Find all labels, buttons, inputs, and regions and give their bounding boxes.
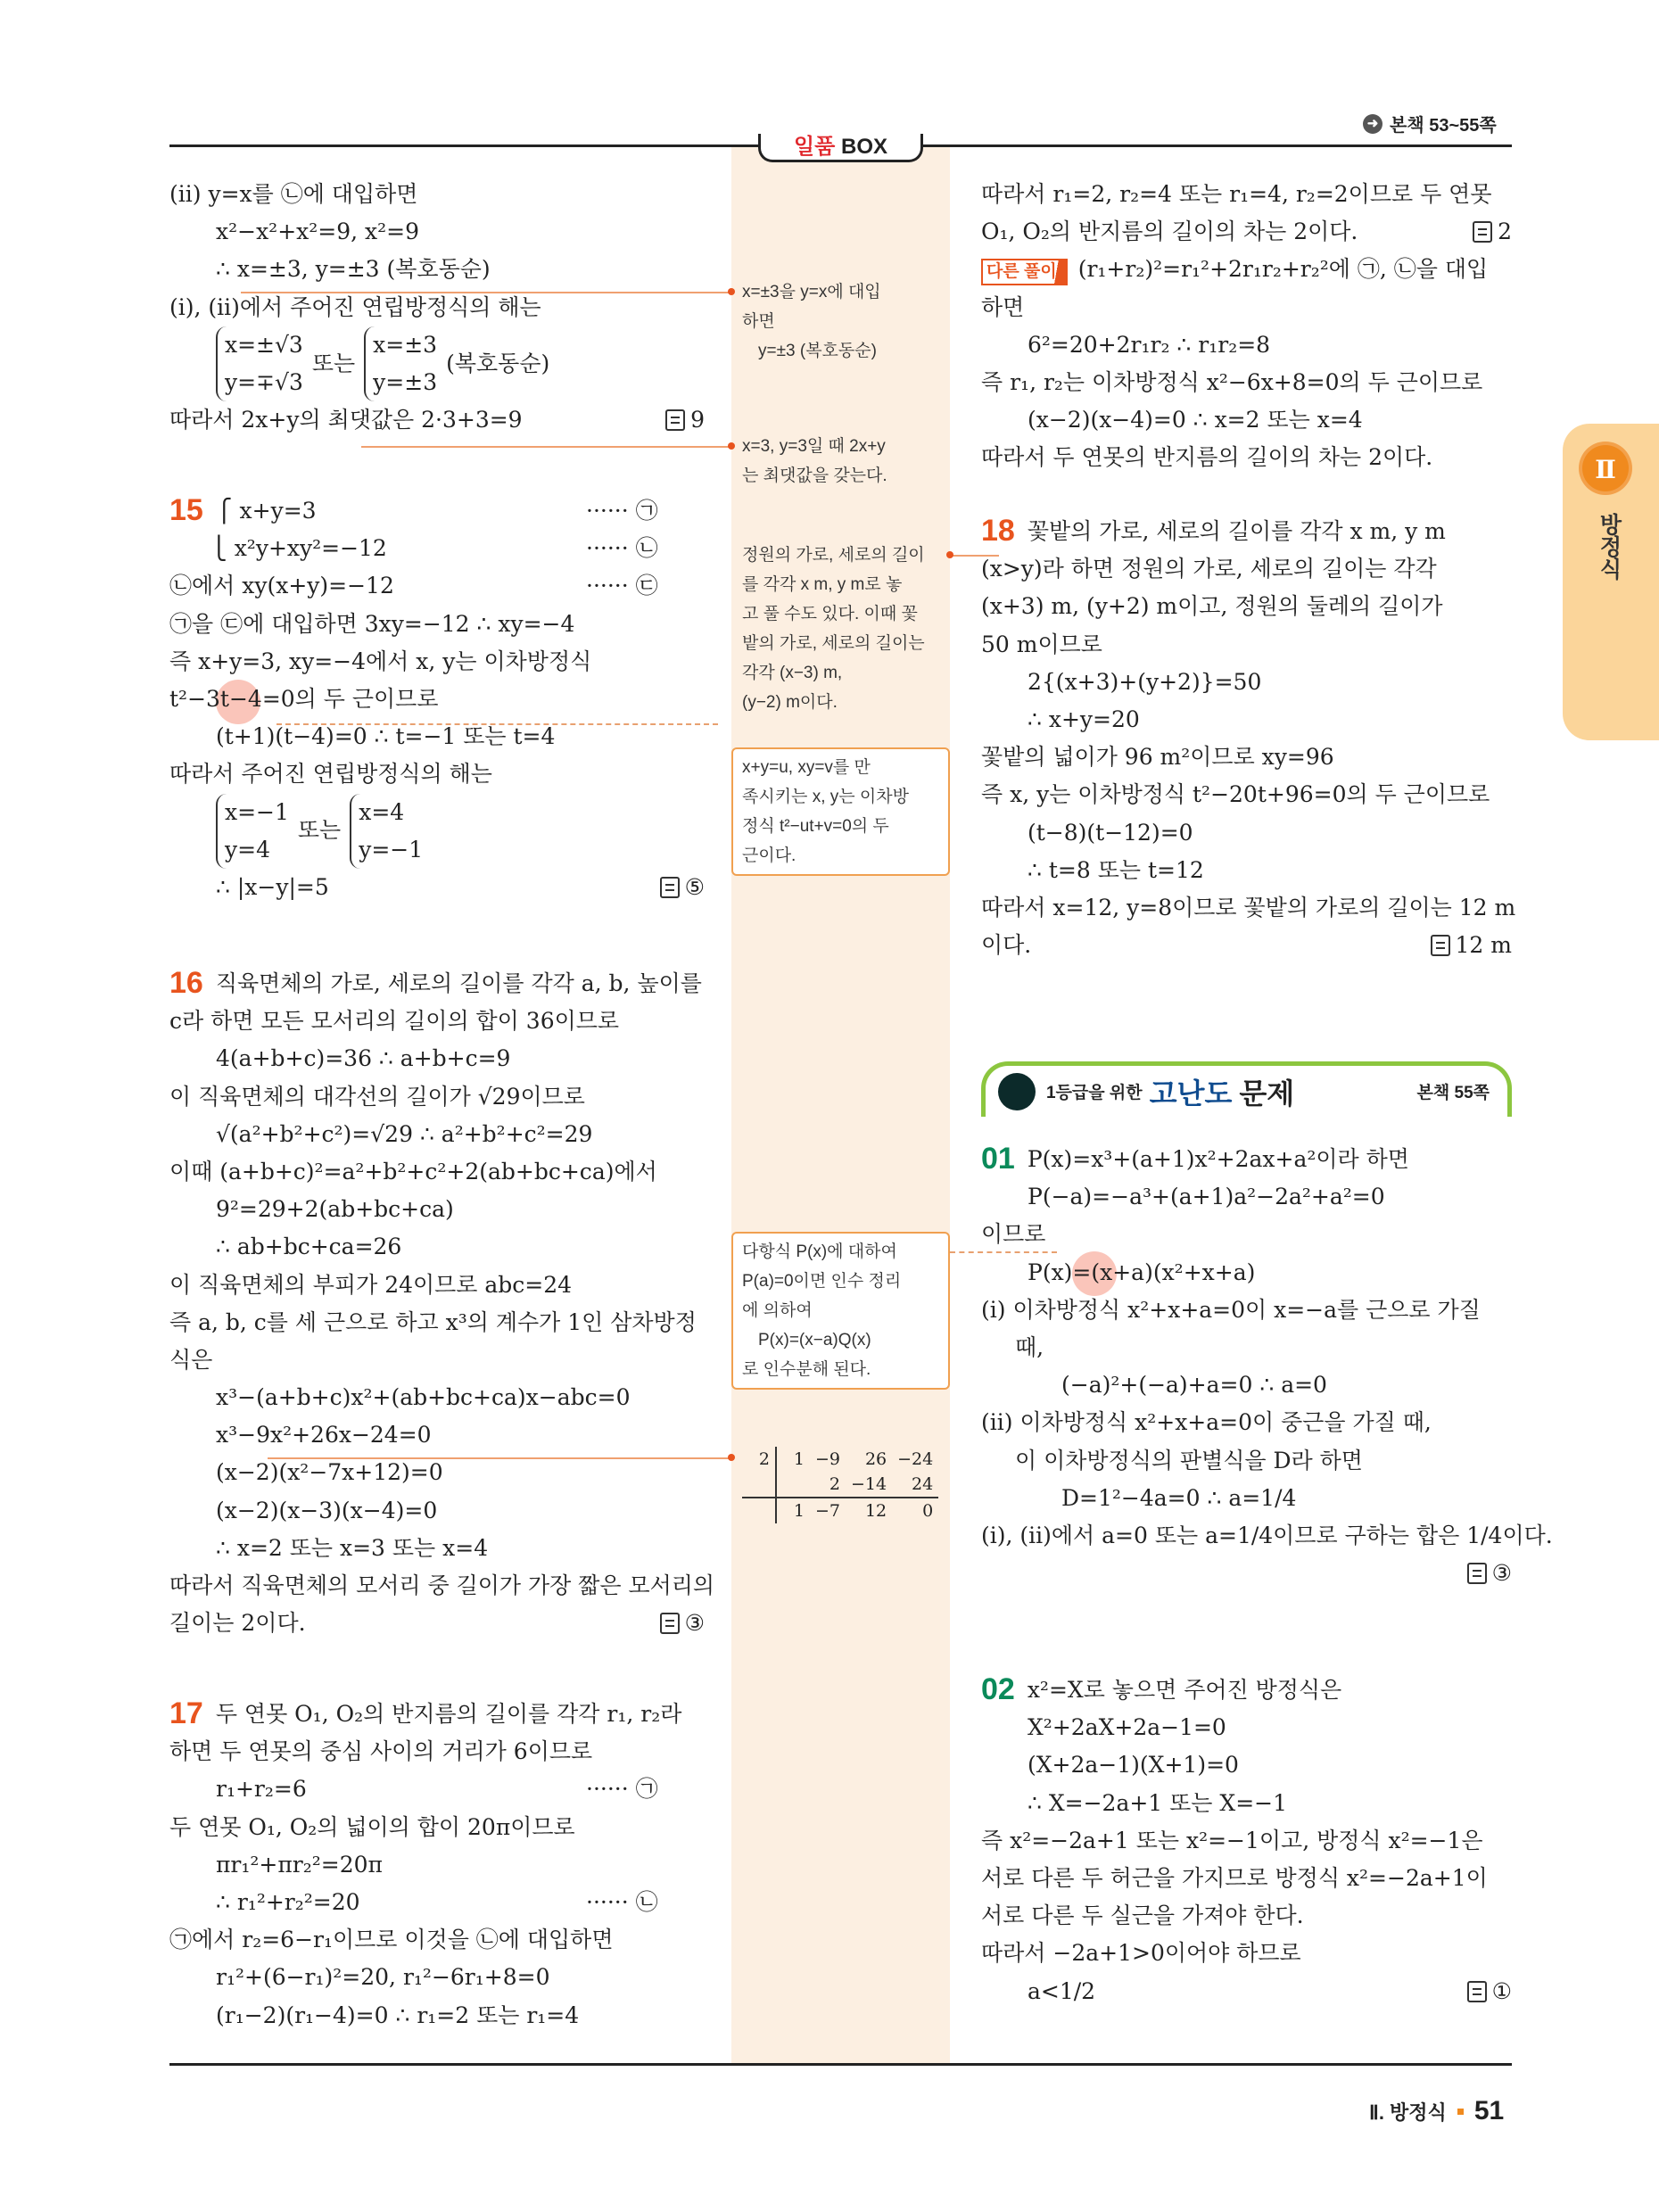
- text-line: [169, 718, 705, 755]
- text-line: [981, 626, 1512, 664]
- text-line: [169, 1997, 705, 2035]
- line-text: 서로 다른 두 허근을 가지므로 방정식 x²=−2a+1이: [981, 1864, 1488, 1891]
- answer: [1467, 1555, 1512, 1592]
- note-line: 를 각각 x m, y m로 놓: [742, 575, 903, 594]
- line-text: P(x)=x³+(a+1)x²+2ax+a²이라 하면: [1027, 1146, 1409, 1172]
- system-equation: y=±3: [373, 368, 438, 395]
- equation-label: ······ ㉡: [586, 535, 658, 562]
- line-text: 즉 a, b, c를 세 근으로 하고 x³의 계수가 1인 삼차방정: [169, 1308, 697, 1335]
- text-line: [981, 588, 1512, 625]
- text-line: [981, 326, 1512, 364]
- box-label: BOX: [841, 135, 888, 159]
- note-vieta: [731, 747, 950, 876]
- line-text: 따라서 −2a+1>0이어야 하므로: [981, 1940, 1301, 1967]
- text-line: [981, 1935, 1512, 1972]
- text-line: [981, 1709, 1512, 1746]
- note-line: 족시키는 x, y는 이차방: [742, 788, 909, 806]
- text-line: [169, 794, 705, 869]
- text-line: [169, 1696, 705, 1733]
- note-line: x=3, y=3일 때 2x+y: [742, 437, 886, 456]
- line-text: (t+1)(t−4)=0 ∴ t=−1 또는 t=4: [216, 723, 556, 750]
- note-line: x+y=u, xy=v를 만: [742, 758, 871, 777]
- page-footer: [1369, 2096, 1504, 2126]
- system-equation: x=−1: [225, 798, 289, 825]
- line-text: 따라서 주어진 연립방정식의 해는: [169, 761, 492, 788]
- synthetic-cell: −7: [810, 1498, 846, 1523]
- text-line: [169, 176, 705, 213]
- line-text: ㉠을 ㉢에 대입하면 3xy=−12 ∴ xy=−4: [169, 610, 575, 637]
- note-line: (y−2) m이다.: [742, 693, 838, 712]
- text-line: [981, 1404, 1512, 1441]
- text-line: [981, 289, 1512, 326]
- note-max-value: [742, 432, 943, 491]
- line-text: πr₁²+πr₂²=20π: [216, 1851, 383, 1878]
- system-equation: y=4: [225, 836, 270, 863]
- box-brand: 일품: [793, 135, 836, 159]
- problem-number: 15: [169, 493, 203, 527]
- text-line: [981, 1442, 1512, 1480]
- system-equation: x=±3: [373, 331, 438, 358]
- equation-system: [216, 326, 549, 401]
- system-connector: 또는: [297, 817, 342, 844]
- line-text: 50 m이므로: [981, 631, 1102, 657]
- text-line: [981, 739, 1512, 776]
- note-line: 하면: [742, 312, 775, 331]
- banner-subtitle: 1등급을 위한: [1046, 1084, 1143, 1102]
- system-equation: y=∓√3: [225, 368, 303, 395]
- note-alt-setup: [742, 541, 943, 717]
- synthetic-row: [742, 1498, 938, 1523]
- answer: [1473, 213, 1512, 251]
- answer-value: ③: [1491, 1560, 1512, 1587]
- line-text: ∴ ab+bc+ca=26: [216, 1234, 402, 1260]
- line-text: 따라서 직육면체의 모서리 중 길이가 가장 짧은 모서리의: [169, 1572, 715, 1598]
- line-text: ∴ x=±3, y=±3 (복호동순): [216, 256, 491, 283]
- line-text: P(−a)=−a³+(a+1)a²−2a²+a²=0: [1028, 1184, 1385, 1210]
- line-text: X²+2aX+2a−1=0: [1028, 1714, 1226, 1741]
- chapter-side-tab[interactable]: [1563, 424, 1659, 740]
- note-line: y=±3 (복호동순): [758, 342, 877, 360]
- trophy-icon: [998, 1073, 1036, 1110]
- line-text: 서로 다른 두 실근을 가져야 한다.: [981, 1902, 1304, 1929]
- text-line: [169, 492, 705, 530]
- arrow-right-icon: ➜: [1363, 114, 1382, 134]
- problem-number: 02: [981, 1672, 1015, 1706]
- line-text: x³−(a+b+c)x²+(ab+bc+ca)x−abc=0: [216, 1384, 631, 1411]
- text-line: [169, 1959, 705, 1996]
- line-text: a<1/2: [1028, 1977, 1096, 2004]
- answer: [660, 1605, 705, 1642]
- line-text: ∴ x+y=20: [1028, 706, 1140, 732]
- text-line: [981, 1860, 1512, 1897]
- problem-18: [981, 513, 1516, 964]
- problem-17-continued: [981, 176, 1512, 477]
- line-text: O₁, O₂의 반지름의 길이의 차는 2이다.: [981, 219, 1358, 245]
- text-line: [169, 1003, 705, 1040]
- synthetic-cell: [742, 1472, 776, 1498]
- note-line: 로 인수분해 된다.: [742, 1360, 871, 1379]
- connector-dot: [946, 551, 953, 558]
- text-line: [169, 869, 705, 906]
- textbook-page-ref: [1363, 111, 1497, 136]
- note-line: 고 풀 수도 있다. 이때 꽃: [742, 605, 918, 623]
- synthetic-cell: −24: [897, 1449, 934, 1469]
- problem-number: 18: [981, 514, 1015, 548]
- text-line: [169, 1416, 705, 1454]
- line-text: 식은: [169, 1346, 213, 1373]
- connector-dot: [728, 288, 735, 295]
- text-line: [169, 606, 705, 643]
- text-line: [981, 213, 1512, 251]
- line-text: t²−3t−4=0의 두 근이므로: [169, 685, 439, 712]
- text-line: [981, 889, 1516, 927]
- synthetic-cell: [742, 1498, 776, 1523]
- line-text: 하면: [981, 293, 1025, 320]
- answer-value: 9: [690, 407, 705, 433]
- answer-value: ①: [1491, 1977, 1512, 2004]
- chapter-label: 방정식: [1597, 513, 1622, 580]
- answer-value: ⑤: [684, 873, 705, 900]
- line-text: 2{(x+3)+(y+2)}=50: [1028, 668, 1262, 695]
- synthetic-cell: 2: [829, 1474, 841, 1494]
- synthetic-cell: 0: [892, 1498, 938, 1523]
- equation-system: [216, 794, 423, 869]
- text-line: [981, 1897, 1512, 1935]
- problem-15: [169, 492, 705, 906]
- line-text: (x−2)(x−4)=0 ∴ x=2 또는 x=4: [1028, 407, 1363, 433]
- answer-value: ③: [684, 1610, 705, 1637]
- text-line: [981, 814, 1512, 852]
- synthetic-cell: 24: [912, 1474, 934, 1494]
- synthetic-cell: [776, 1472, 810, 1498]
- text-line: [981, 927, 1512, 964]
- answer-icon: [660, 1613, 680, 1634]
- text-line: [169, 965, 705, 1003]
- text-line: [981, 1254, 1512, 1292]
- equation-label: ······ ㉠: [586, 1776, 658, 1803]
- advanced-problem-01: [981, 1141, 1553, 1592]
- answer-icon: [1473, 221, 1492, 243]
- note-line: 정원의 가로, 세로의 길이: [742, 546, 925, 565]
- text-line: [169, 1884, 705, 1921]
- line-text: 이때 (a+b+c)²=a²+b²+c²+2(ab+bc+ca)에서: [169, 1158, 657, 1184]
- line-text: (ii) 이차방정식 x²+x+a=0이 중근을 가질 때,: [981, 1409, 1432, 1436]
- text-line: [981, 1555, 1512, 1592]
- line-text: x²=X로 놓으면 주어진 방정식은: [1027, 1677, 1342, 1703]
- text-line: [981, 1785, 1512, 1822]
- note-line: P(x)=(x−a)Q(x): [758, 1331, 871, 1349]
- line-text: 9²=29+2(ab+bc+ca): [216, 1196, 454, 1223]
- answer: [1431, 927, 1512, 964]
- line-text: c라 하면 모든 모서리의 길이의 합이 36이므로: [169, 1008, 620, 1035]
- text-line: [169, 1454, 705, 1491]
- chapter-numeral: Ⅱ: [1579, 442, 1632, 495]
- text-line: [981, 1671, 1512, 1709]
- text-line: [981, 1366, 1512, 1404]
- text-line: [169, 1567, 715, 1605]
- connector-dot: [728, 442, 735, 450]
- alt-solution-badge: 다른 풀이: [981, 259, 1068, 285]
- synthetic-cell: 12: [846, 1498, 892, 1523]
- line-text: 즉 x²=−2a+1 또는 x²=−1이고, 방정식 x²=−1은: [981, 1827, 1483, 1853]
- synthetic-cell: 26: [864, 1449, 887, 1469]
- line-text: (i), (ii)에서 a=0 또는 a=1/4이므로 구하는 합은 1/4이다.: [981, 1522, 1553, 1548]
- text-line: [169, 213, 705, 251]
- note-line: 다항식 P(x)에 대하여: [742, 1242, 897, 1261]
- line-text: (ii) y=x를 ㉡에 대입하면: [169, 181, 418, 207]
- line-text: (x>y)라 하면 정원의 가로, 세로의 길이는 각각: [981, 556, 1437, 582]
- text-line: [981, 1178, 1512, 1216]
- answer-value: 2: [1498, 219, 1512, 245]
- synthetic-cell: 1: [776, 1498, 810, 1523]
- line-text: 즉 x, y는 이차방정식 t²−20t+96=0의 두 근이므로: [981, 781, 1490, 808]
- answer-icon: [1467, 1563, 1487, 1584]
- line-text: ㉡에서 xy(x+y)=−12: [169, 573, 394, 599]
- line-text: 두 연못 O₁, O₂의 반지름의 길이를 각각 r₁, r₂라: [215, 1701, 682, 1727]
- line-text: ∴ r₁²+r₂²=20: [216, 1888, 360, 1915]
- chapter-name: Ⅱ. 방정식: [1369, 2101, 1447, 2124]
- text-line: [981, 1973, 1512, 2010]
- separator-square: [1457, 2109, 1464, 2115]
- text-line: [169, 1116, 705, 1153]
- text-line: [169, 1341, 705, 1379]
- text-line: [981, 550, 1512, 588]
- answer: [1467, 1973, 1512, 2010]
- text-line: [169, 289, 705, 326]
- text-line: [169, 1921, 705, 1959]
- line-text: (x−2)(x²−7x+12)=0: [216, 1459, 443, 1486]
- line-text: (r₁+r₂)²=r₁²+2r₁r₂+r₂²에 ㉠, ㉡을 대입: [1077, 256, 1489, 283]
- text-line: [981, 364, 1512, 401]
- line-text: (i), (ii)에서 주어진 연립방정식의 해는: [169, 293, 541, 320]
- text-line: [169, 681, 705, 718]
- system-equation: x=±√3: [225, 331, 303, 358]
- text-line: [169, 1153, 705, 1191]
- synthetic-cell: 1: [776, 1447, 810, 1472]
- answer-icon: [660, 877, 680, 898]
- line-text: 이 직육면체의 부피가 24이므로 abc=24: [169, 1271, 573, 1298]
- line-text: r₁²+(6−r₁)²=20, r₁²−6r₁+8=0: [216, 1964, 550, 1991]
- text-line: [169, 1846, 705, 1884]
- line-text: (r₁−2)(r₁−4)=0 ∴ r₁=2 또는 r₁=4: [216, 2002, 580, 2028]
- line-text: ∴ x=2 또는 x=3 또는 x=4: [216, 1534, 489, 1561]
- text-line: [169, 326, 705, 401]
- synthetic-cell: −14: [851, 1474, 887, 1494]
- line-text: ㉠에서 r₂=6−r₁이므로 이것을 ㉡에 대입하면: [169, 1927, 614, 1953]
- line-text: 때,: [1015, 1333, 1044, 1360]
- advanced-problems-banner: [981, 1061, 1512, 1117]
- line-text: 두 연못 O₁, O₂의 넓이의 합이 20π이므로: [169, 1813, 575, 1840]
- line-text: P(x)=(x+a)(x²+x+a): [1028, 1259, 1256, 1285]
- ilpum-box-tab: [758, 134, 923, 162]
- banner-page-ref: 본책 55쪽: [1416, 1084, 1490, 1102]
- line-text: ⎩ x²y+xy²=−12: [210, 535, 387, 562]
- answer: [665, 401, 705, 439]
- line-text: 따라서 x=12, y=8이므로 꽃밭의 가로의 길이는 12 m: [981, 894, 1516, 920]
- line-text: ∴ t=8 또는 t=12: [1028, 856, 1204, 883]
- text-line: [981, 1141, 1512, 1178]
- note-line: 정식 t²−ut+v=0의 두: [742, 817, 889, 836]
- note-substitution: [742, 277, 943, 366]
- equation-label: ······ ㉠: [586, 498, 658, 524]
- text-line: [981, 251, 1512, 288]
- banner-title: 고난도: [1149, 1077, 1233, 1110]
- answer-icon: [1431, 935, 1450, 956]
- note-line: 밭의 가로, 세로의 길이는: [742, 634, 925, 653]
- ref-text: 본책 53~55쪽: [1390, 116, 1497, 136]
- text-line: [981, 1292, 1512, 1329]
- line-text: r₁+r₂=6: [216, 1776, 307, 1803]
- line-text: 꽃밭의 가로, 세로의 길이를 각각 x m, y m: [1027, 518, 1446, 544]
- problem-number: 17: [169, 1696, 203, 1730]
- answer-icon: [1467, 1981, 1487, 2002]
- system-connector: 또는: [311, 350, 356, 376]
- line-text: (t−8)(t−12)=0: [1028, 819, 1193, 846]
- problem-17: [169, 1696, 705, 2035]
- text-line: [981, 1746, 1512, 1784]
- text-line: [169, 1078, 705, 1116]
- connector-dot: [728, 1454, 735, 1461]
- text-line: [981, 439, 1512, 476]
- line-text: D=1²−4a=0 ∴ a=1/4: [1061, 1484, 1297, 1511]
- system-brace: [216, 794, 289, 869]
- text-line: [981, 1517, 1553, 1555]
- line-text: 따라서 2x+y의 최댓값은 2·3+3=9: [169, 407, 523, 433]
- text-line: [169, 251, 705, 288]
- equation-label: ······ ㉡: [586, 1888, 658, 1915]
- line-text: 즉 r₁, r₂는 이차방정식 x²−6x+8=0의 두 근이므로: [981, 368, 1483, 395]
- text-line: [981, 776, 1512, 813]
- synthetic-cell: 2: [758, 1449, 770, 1469]
- text-line: [169, 1605, 705, 1642]
- text-line: [981, 513, 1512, 550]
- text-line: [169, 755, 705, 793]
- connector-line: [361, 446, 731, 448]
- text-line: [169, 1530, 705, 1567]
- text-line: [981, 1480, 1512, 1517]
- page-number: 51: [1473, 2096, 1505, 2125]
- line-text: 이 직육면체의 대각선의 길이가 √29이므로: [169, 1083, 585, 1110]
- advanced-problem-02: [981, 1671, 1512, 2010]
- line-text: 이다.: [981, 932, 1032, 959]
- note-factor-theorem: [731, 1232, 950, 1390]
- line-text: (x+3) m, (y+2) m이고, 정원의 둘레의 길이가: [981, 593, 1443, 620]
- system-brace: [364, 326, 437, 401]
- note-line: P(a)=0이면 인수 정리: [742, 1272, 902, 1291]
- answer-icon: [665, 409, 685, 431]
- line-text: 즉 x+y=3, xy=−4에서 x, y는 이차방정식: [169, 648, 592, 674]
- line-text: 4(a+b+c)=36 ∴ a+b+c=9: [216, 1045, 511, 1072]
- line-text: 이므로: [981, 1221, 1046, 1248]
- text-line: [169, 401, 705, 439]
- text-line: [981, 176, 1512, 213]
- note-line: 는 최댓값을 갖는다.: [742, 466, 887, 485]
- line-text: ⎧ x+y=3: [215, 498, 317, 524]
- footer-rule: [169, 2063, 1512, 2066]
- text-line: [981, 1329, 1512, 1366]
- answer-value: 12 m: [1455, 932, 1512, 959]
- line-text: 꽃밭의 넓이가 96 m²이므로 xy=96: [981, 744, 1334, 771]
- line-text: 따라서 두 연못의 반지름의 길이의 차는 2이다.: [981, 444, 1433, 471]
- line-text: (i) 이차방정식 x²+x+a=0이 x=−a를 근으로 가질: [981, 1296, 1481, 1323]
- text-line: [169, 1492, 705, 1530]
- line-text: 길이는 2이다.: [169, 1610, 306, 1637]
- answer: [660, 869, 705, 906]
- note-line: 근이다.: [742, 846, 796, 865]
- note-line: 각각 (x−3) m,: [742, 664, 843, 682]
- synthetic-row: [742, 1472, 938, 1498]
- line-text: √(a²+b²+c²)=√29 ∴ a²+b²+c²=29: [216, 1120, 593, 1147]
- line-text: (X+2a−1)(X+1)=0: [1028, 1752, 1239, 1779]
- text-line: [981, 701, 1512, 739]
- line-text: 따라서 r₁=2, r₂=4 또는 r₁=4, r₂=2이므로 두 연못: [981, 181, 1492, 207]
- line-text: ∴ X=−2a+1 또는 X=−1: [1028, 1789, 1288, 1816]
- problem-16: [169, 965, 715, 1642]
- text-line: [981, 664, 1512, 701]
- text-line: [169, 1304, 705, 1341]
- line-text: ∴ |x−y|=5: [216, 873, 329, 900]
- text-line: [981, 852, 1512, 889]
- text-line: [981, 1216, 1512, 1253]
- system-brace: [350, 794, 423, 869]
- problem-number: 16: [169, 966, 203, 1000]
- text-line: [981, 1822, 1512, 1860]
- banner-title-2: 문제: [1239, 1077, 1295, 1110]
- text-line: [169, 530, 705, 567]
- line-text: 이 이차방정식의 판별식을 D라 하면: [1015, 1447, 1363, 1473]
- text-line: [169, 1733, 705, 1770]
- text-line: [169, 1267, 705, 1304]
- system-equation: x=4: [359, 798, 405, 825]
- system-equation: y=−1: [359, 836, 424, 863]
- line-text: 하면 두 연못의 중심 사이의 거리가 6이므로: [169, 1738, 593, 1765]
- text-line: [169, 1379, 705, 1416]
- line-text: x³−9x²+26x−24=0: [216, 1422, 432, 1449]
- system-brace: [216, 326, 303, 401]
- line-text: 직육면체의 가로, 세로의 길이를 각각 a, b, 높이를: [215, 970, 702, 996]
- text-line: [169, 1770, 705, 1808]
- synthetic-division: [742, 1447, 938, 1523]
- line-text: x²−x²+x²=9, x²=9: [216, 219, 419, 245]
- text-line: [169, 1191, 705, 1228]
- solution-continued-left: [169, 176, 705, 439]
- line-text: 6²=20+2r₁r₂ ∴ r₁r₂=8: [1028, 331, 1271, 358]
- problem-number: 01: [981, 1142, 1015, 1176]
- note-line: x=±3을 y=x에 대입: [742, 283, 881, 301]
- note-line: 에 의하여: [742, 1301, 813, 1320]
- text-line: [169, 643, 705, 681]
- synthetic-cell: −9: [815, 1449, 841, 1469]
- text-line: [169, 1228, 705, 1266]
- equation-label: ······ ㉢: [586, 573, 658, 599]
- text-line: [169, 1040, 705, 1077]
- line-text: (x−2)(x−3)(x−4)=0: [216, 1497, 438, 1523]
- line-text: (−a)²+(−a)+a=0 ∴ a=0: [1061, 1372, 1327, 1399]
- text-line: [981, 401, 1512, 439]
- text-line: [169, 1809, 705, 1846]
- synthetic-row: [742, 1447, 938, 1472]
- system-note: (복호동순): [446, 350, 550, 376]
- text-line: [169, 567, 705, 605]
